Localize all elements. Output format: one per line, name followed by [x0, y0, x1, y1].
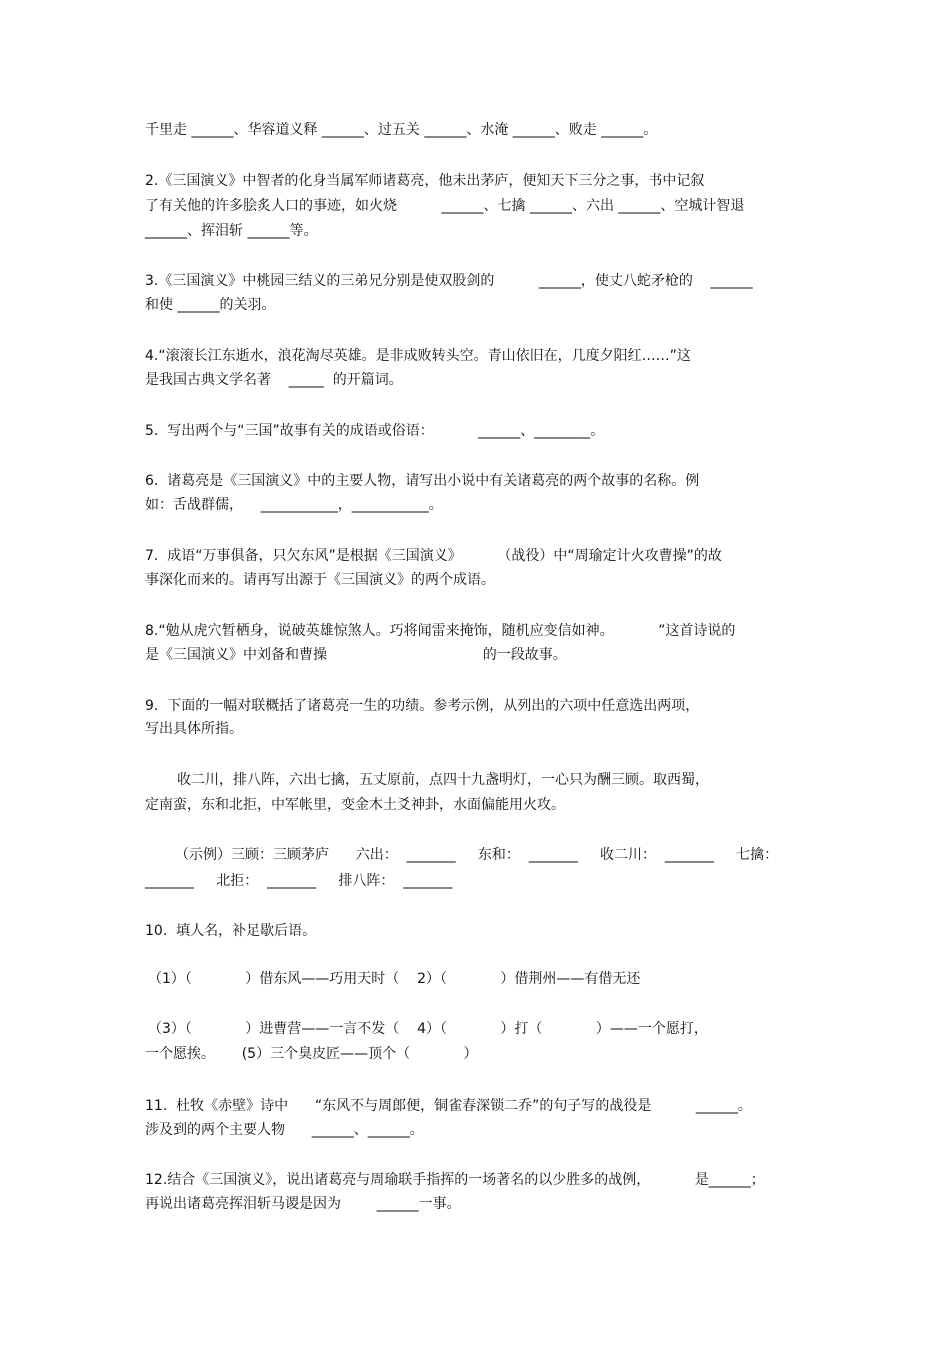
q9-example-line-1: （示例）三顾：三顾茅庐 六出： _______ 东和： _______ 收二川： _______ 七擒： — [175, 847, 779, 863]
q9-line-1: 9. 下面的一幅对联概括了诸葛亮一生的功绩。参考示例，从列出的六项中任意选出两项， — [145, 698, 700, 714]
q10-item-3-4: （3）（ ）进曹营——一言不发（ 4）（ ）打（ ）——一个愿打， — [148, 1021, 708, 1037]
q6-line-2: 如：舌战群儒， ___________，___________。 — [145, 497, 443, 513]
q11-line-1: 11. 杜牧《赤壁》诗中 “东风不与周郎便，铜雀春深锁二乔”的句子写的战役是 ______。 — [145, 1098, 752, 1114]
q12-line-2: 再说出诸葛亮挥泪斩马谡是因为 ______一事。 — [145, 1196, 461, 1212]
q9-couplet-line-2: 定南蛮，东和北拒，中军帐里，变金木土爻神卦，水面偏能用火攻。 — [145, 797, 565, 813]
q8-line-1: 8.“勉从虎穴暂栖身，说破英雄惊煞人。巧将闻雷来掩饰，随机应变信如神。 ”这首诗说的 — [145, 623, 736, 639]
q8-line-2: 是《三国演义》中刘备和曹操 的一段故事。 — [145, 647, 567, 663]
q7-line-1: 7. 成语“万事俱备，只欠东风”是根据《三国演义》 （战役）中“周瑜定计火攻曹操”的故 — [145, 548, 722, 564]
q2-line-3: ______、挥泪斩 ______等。 — [145, 223, 318, 239]
q10-item-4-5: 一个愿挨。 (5）三个臭皮匠——顶个（ ） — [145, 1046, 478, 1062]
q2-line-2: 了有关他的许多脍炙人口的事迹，如火烧 ______、七擒 ______、六出 ______、空城计智退 — [145, 198, 745, 214]
q6-line-1: 6. 诸葛亮是《三国演义》中的主要人物，请写出小说中有关诸葛亮的两个故事的名称。例 — [145, 473, 700, 489]
q10-line-1: 10. 填人名，补足歇后语。 — [145, 923, 317, 939]
q11-line-2: 涉及到的两个主要人物 ______、______。 — [145, 1122, 424, 1138]
q5-line-1: 5. 写出两个与“三国”故事有关的成语或俗语： ______、________。 — [145, 423, 605, 439]
q3-line-1: 3.《三国演义》中桃园三结义的三弟兄分别是使双股剑的 ______，使丈八蛇矛枪的 ______ — [145, 273, 753, 289]
q1-line-1: 千里走 ______、华容道义释 ______、过五关 ______、水淹 ______、败走 ______。 — [145, 122, 658, 138]
q9-line-2: 写出具体所指。 — [145, 721, 243, 737]
q2-line-1: 2.《三国演义》中智者的化身当属军师诸葛亮，他未出茅庐，便知天下三分之事，书中记叙 — [145, 173, 705, 189]
q10-item-1-2: （1）（ ）借东风——巧用天时（ 2）（ ）借荆州——有借无还 — [148, 971, 641, 987]
q4-line-1: 4.“滚滚长江东逝水，浪花淘尽英雄。是非成败转头空。青山依旧在，几度夕阳红……”这 — [145, 348, 691, 364]
q3-line-2: 和使 ______的关羽。 — [145, 297, 276, 313]
q4-line-2: 是我国古典文学名著 _____ 的开篇词。 — [145, 372, 403, 388]
q12-line-1: 12.结合《三国演义》，说出诸葛亮与周瑜联手指挥的一场著名的以少胜多的战例， 是______； — [145, 1172, 765, 1188]
q7-line-2: 事深化而来的。请再写出源于《三国演义》的两个成语。 — [145, 572, 495, 588]
q9-couplet-line-1: 收二川，排八阵，六出七擒，五丈原前，点四十九盏明灯，一心只为酬三顾。取西蜀， — [177, 772, 709, 788]
q9-example-line-2: _______ 北拒： _______ 排八阵： _______ — [145, 873, 453, 889]
